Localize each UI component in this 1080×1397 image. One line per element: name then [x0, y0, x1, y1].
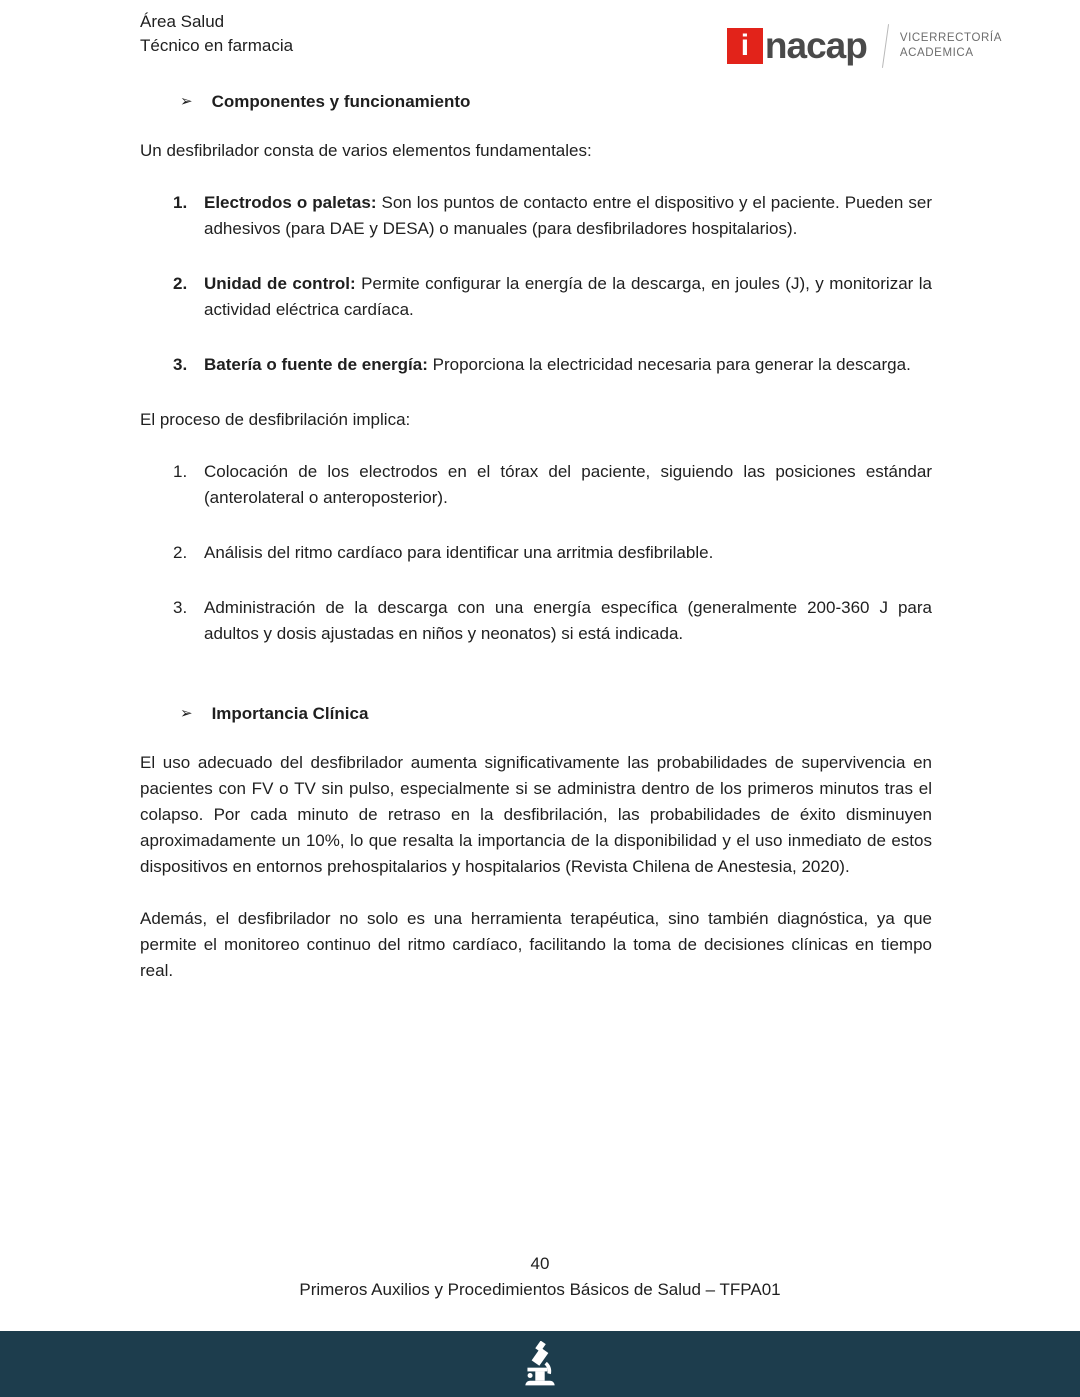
list-item-text: Proporciona la electricidad necesaria para generar la descarga. — [432, 355, 911, 374]
arrow-bullet-icon: ➢ — [180, 93, 193, 110]
list-item-text: Permite configurar la energía de la descarga, en joules (J), y monitorizar la actividad eléctrica cardíaca. — [204, 274, 932, 319]
footer-bar — [0, 1331, 1080, 1397]
page-header — [140, 10, 1002, 68]
microscope-icon — [522, 1341, 558, 1387]
list-item-number: 2. — [173, 543, 188, 562]
list-item-text: Administración de la descarga con una energía específica (generalmente 200-360 J para adultos y dosis ajustadas en niños y neonatos) si está indicada. — [204, 598, 932, 643]
section-title: Importancia Clínica — [211, 704, 369, 723]
header-program: Técnico en farmacia — [140, 36, 294, 55]
list-item-number: 1. — [173, 462, 188, 481]
inacap-logo-square-icon — [727, 28, 763, 64]
list-item — [140, 190, 932, 242]
list-item-number: 2. — [173, 274, 188, 293]
logo-divider — [882, 24, 889, 68]
section-heading-importancia — [140, 704, 932, 724]
body-paragraph: El uso adecuado del desfibrilador aumenta significativamente las probabilidades de supervivencia en pacientes con FV o TV sin pulso, especialmente si se administra dentro de los primeros minutos tras el colapso. Por cada minuto de retraso en la desfibrilación, las probabilidades de éxito disminuyen aproximadamente un 10%, lo que resalta la importancia de la disponibilidad y el uso inmediato de estos dispositivos en entornos prehospitalarios y hospitalarios (Revista Chilena de Anestesia, 2020). — [140, 753, 932, 876]
list-item-text: Análisis del ritmo cardíaco para identificar una arritmia desfibrilable. — [204, 543, 714, 562]
intro-paragraph: Un desfibrilador consta de varios elementos fundamentales: — [140, 141, 592, 160]
logo-subtitle-line1: VICERRECTORÍA — [899, 32, 1002, 44]
process-intro-paragraph: El proceso de desfibrilación implica: — [140, 410, 411, 429]
list-item — [140, 459, 932, 511]
list-item-number: 1. — [173, 193, 188, 212]
header-identification — [140, 10, 293, 58]
section-spacer — [140, 676, 932, 704]
list-item — [140, 595, 932, 647]
inacap-logo-i: i — [740, 29, 750, 62]
list-item — [140, 271, 932, 323]
logo-subtitle-line2: ACADEMICA — [899, 47, 974, 59]
section-title: Componentes y funcionamiento — [211, 92, 471, 111]
list-item — [140, 540, 932, 566]
section-heading-componentes — [140, 92, 932, 112]
process-list — [140, 459, 932, 647]
list-item-number: 3. — [173, 598, 188, 617]
list-item-text: Son los puntos de contacto entre el dispositivo y el paciente. Pueden ser adhesivos (para DAE y DESA) o manuales (para desfibriladores hospitalarios). — [204, 193, 932, 238]
list-item-lead: Batería o fuente de energía: — [204, 355, 428, 374]
header-area: Área Salud — [140, 12, 225, 31]
logo-subtitle — [900, 31, 1002, 61]
components-list — [140, 190, 932, 378]
course-title: Primeros Auxilios y Procedimientos Básicos de Salud – TFPA01 — [299, 1280, 781, 1299]
document-body — [140, 92, 932, 1010]
page-number: 40 — [530, 1254, 550, 1273]
body-paragraph: Además, el desfibrilador no solo es una herramienta terapéutica, sino también diagnóstica, ya que permite el monitoreo continuo del ritmo cardíaco, facilitando la toma de decisiones clínicas en tiempo real. — [140, 909, 932, 980]
arrow-bullet-icon: ➢ — [180, 705, 193, 722]
inacap-logo-wordmark: nacap — [764, 24, 867, 66]
list-item-number: 3. — [173, 355, 188, 374]
list-item — [140, 352, 932, 378]
list-item-lead: Electrodos o paletas: — [204, 193, 377, 212]
list-item-text: Colocación de los electrodos en el tórax del paciente, siguiendo las posiciones estándar (anterolateral o anteroposterior). — [204, 462, 932, 507]
list-item-lead: Unidad de control: — [204, 274, 356, 293]
inacap-logo — [727, 24, 1002, 68]
